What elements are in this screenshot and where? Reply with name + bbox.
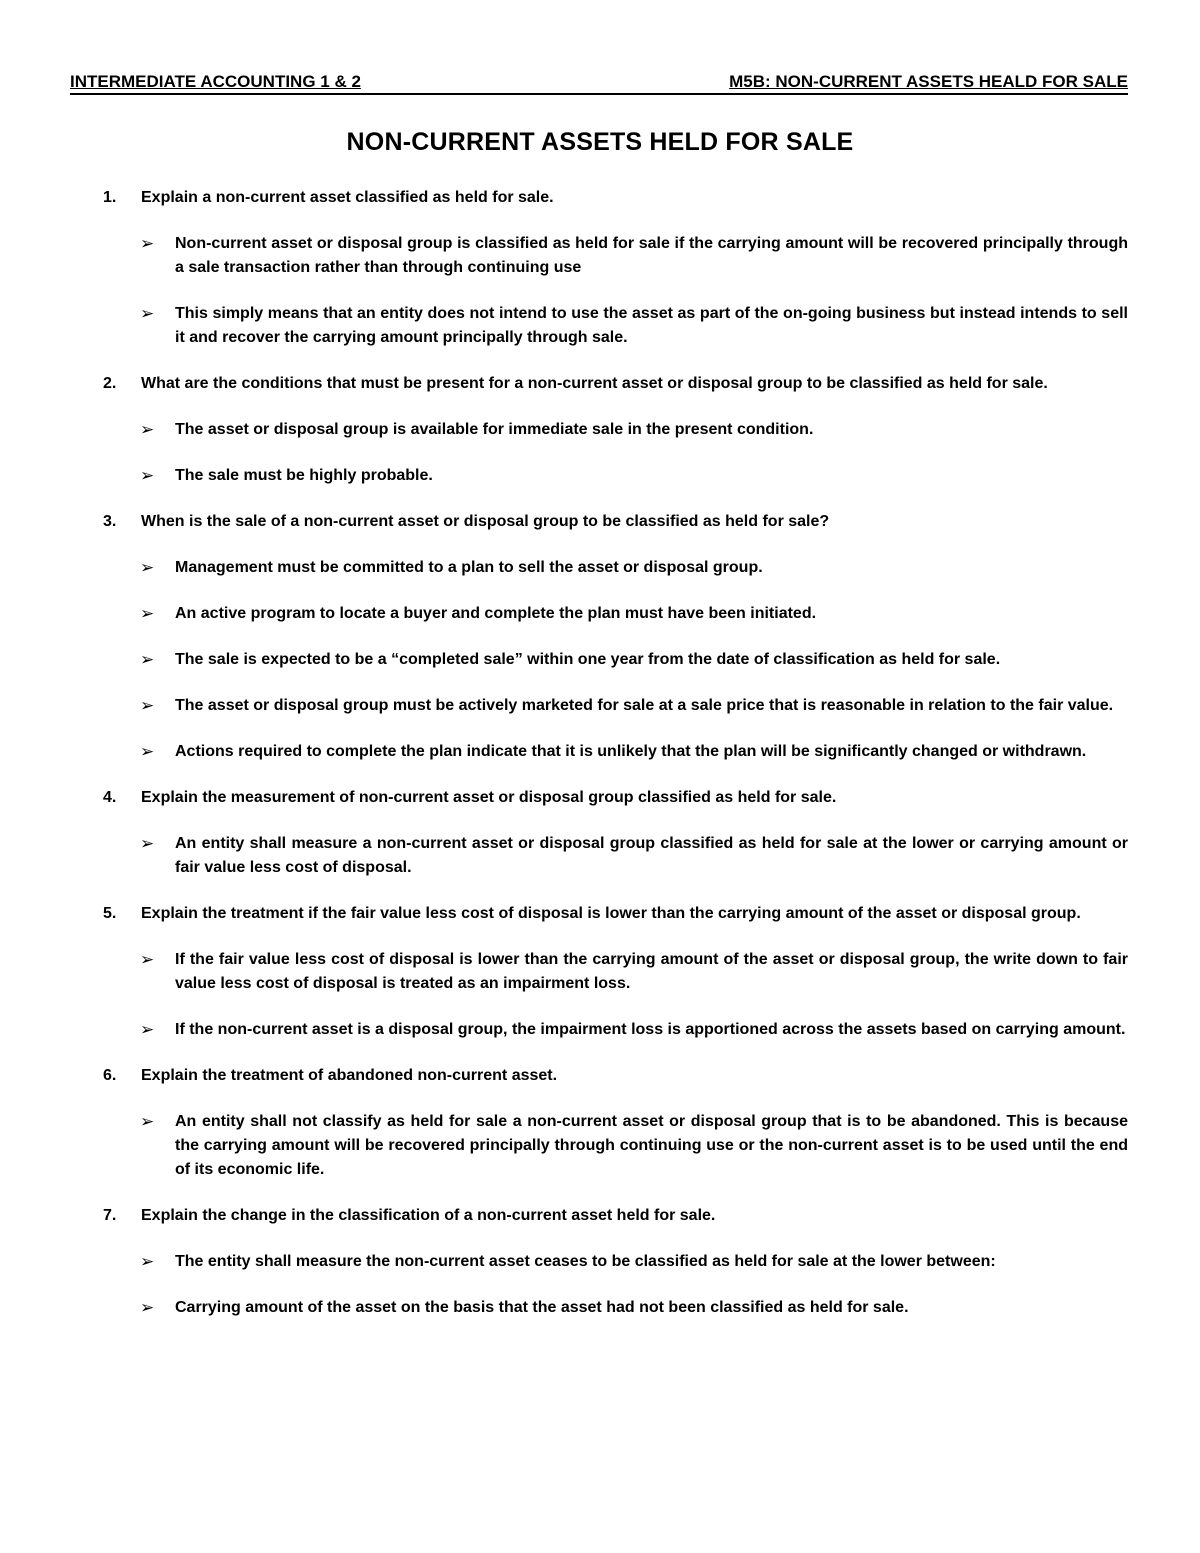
answer-bullet [140, 418, 1128, 442]
answer-bullet [140, 1296, 1128, 1320]
question-number: 4. [103, 789, 117, 806]
answer-text: This simply means that an entity does not intend to use the asset as part of the on-going business but instead intends to sell it and recover the carrying amount principally through sale. [175, 305, 1128, 346]
answer-text: If the non-current asset is a disposal group, the impairment loss is apportioned across the assets based on carrying amount. [175, 1021, 1126, 1038]
answer-bullet [140, 302, 1128, 350]
answer-bullet [140, 1110, 1128, 1182]
answer-text: The asset or disposal group is available for immediate sale in the present condition. [175, 421, 814, 438]
question-text: When is the sale of a non-current asset or disposal group to be classified as held for sale? [141, 513, 830, 530]
question-text: Explain the change in the classification of a non-current asset held for sale. [141, 1207, 716, 1224]
arrow-bullet-icon: ➢ [140, 1252, 155, 1271]
header-module: M5B: NON-CURRENT ASSETS HEALD FOR SALE [729, 72, 1128, 91]
question-number: 6. [103, 1067, 117, 1084]
page-header [70, 72, 1128, 95]
question-item [103, 1064, 1128, 1088]
answer-bullet [140, 740, 1128, 764]
arrow-bullet-icon: ➢ [140, 558, 155, 577]
answer-text: Non-current asset or disposal group is classified as held for sale if the carrying amount will be recovered principally through a sale transaction rather than through continuing use [175, 235, 1128, 276]
question-item [103, 510, 1128, 534]
answer-text: The entity shall measure the non-current asset ceases to be classified as held for sale at the lower between: [175, 1253, 996, 1270]
question-text: Explain the treatment of abandoned non-current asset. [141, 1067, 558, 1084]
arrow-bullet-icon: ➢ [140, 1020, 155, 1039]
answer-text: Actions required to complete the plan indicate that it is unlikely that the plan will be significantly changed or withdrawn. [175, 743, 1087, 760]
question-item [103, 1204, 1128, 1228]
arrow-bullet-icon: ➢ [140, 466, 155, 485]
answer-text: The sale must be highly probable. [175, 467, 433, 484]
answer-bullet [140, 694, 1128, 718]
answer-text: An entity shall not classify as held for sale a non-current asset or disposal group that is to be abandoned. This is because the carrying amount will be recovered principally through continuing use or the non-current asset is to be used until the end of its economic life. [175, 1113, 1128, 1178]
arrow-bullet-icon: ➢ [140, 834, 155, 853]
question-number: 1. [103, 189, 117, 206]
answer-bullet [140, 602, 1128, 626]
answer-bullet [140, 948, 1128, 996]
arrow-bullet-icon: ➢ [140, 650, 155, 669]
answer-text: The sale is expected to be a “completed sale” within one year from the date of classification as held for sale. [175, 651, 1001, 668]
question-item [103, 902, 1128, 926]
arrow-bullet-icon: ➢ [140, 604, 155, 623]
arrow-bullet-icon: ➢ [140, 234, 155, 253]
answer-bullet [140, 1018, 1128, 1042]
answer-bullet [140, 648, 1128, 672]
arrow-bullet-icon: ➢ [140, 1298, 155, 1317]
question-text: Explain the measurement of non-current asset or disposal group classified as held for sale. [141, 789, 837, 806]
answer-text: The asset or disposal group must be actively marketed for sale at a sale price that is reasonable in relation to the fair value. [175, 697, 1114, 714]
arrow-bullet-icon: ➢ [140, 1112, 155, 1131]
header-course: INTERMEDIATE ACCOUNTING 1 & 2 [70, 72, 361, 91]
question-item [103, 186, 1128, 210]
question-text: Explain the treatment if the fair value less cost of disposal is lower than the carrying amount of the asset or disposal group. [141, 905, 1081, 922]
page-title: NON-CURRENT ASSETS HELD FOR SALE [346, 128, 854, 156]
answer-bullet [140, 556, 1128, 580]
arrow-bullet-icon: ➢ [140, 950, 155, 969]
arrow-bullet-icon: ➢ [140, 304, 155, 323]
arrow-bullet-icon: ➢ [140, 420, 155, 439]
answer-text: Carrying amount of the asset on the basis that the asset had not been classified as held for sale. [175, 1299, 909, 1316]
answer-bullet [140, 464, 1128, 488]
question-number: 2. [103, 375, 117, 392]
question-number: 5. [103, 905, 117, 922]
question-list [103, 186, 1128, 1342]
answer-bullet [140, 232, 1128, 280]
answer-bullet [140, 832, 1128, 880]
arrow-bullet-icon: ➢ [140, 742, 155, 761]
answer-text: Management must be committed to a plan to sell the asset or disposal group. [175, 559, 763, 576]
question-number: 7. [103, 1207, 117, 1224]
answer-text: An active program to locate a buyer and complete the plan must have been initiated. [175, 605, 817, 622]
question-item [103, 372, 1128, 396]
answer-text: If the fair value less cost of disposal is lower than the carrying amount of the asset or disposal group, the write down to fair value less cost of disposal is treated as an impairment loss. [175, 951, 1128, 992]
question-item [103, 786, 1128, 810]
question-text: Explain a non-current asset classified as held for sale. [141, 189, 554, 206]
answer-text: An entity shall measure a non-current asset or disposal group classified as held for sale at the lower or carrying amount or fair value less cost of disposal. [175, 835, 1128, 876]
question-number: 3. [103, 513, 117, 530]
answer-bullet [140, 1250, 1128, 1274]
arrow-bullet-icon: ➢ [140, 696, 155, 715]
question-text: What are the conditions that must be present for a non-current asset or disposal group to be classified as held for sale. [141, 375, 1048, 392]
